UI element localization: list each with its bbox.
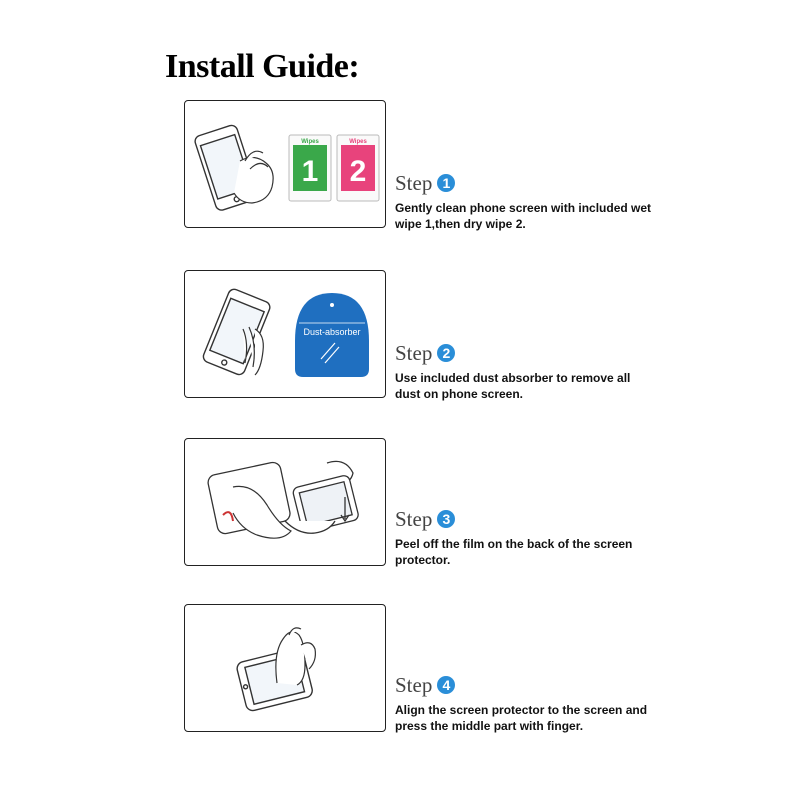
dust-absorber-label: Dust-absorber [303,327,361,337]
step-2-word: Step [395,340,433,365]
step-3-illustration [184,438,386,566]
step-1-description: Gently clean phone screen with included wet wipe 1,then dry wipe 2. [395,201,652,231]
step-1-number: 1 [437,174,455,192]
phone-in-hand-icon [285,461,359,533]
step-2-illustration [184,270,386,398]
step-3-number: 3 [437,510,455,528]
step-4-word: Step [395,672,433,697]
wipe-1-number: 1 [301,155,319,188]
step-1-text [395,170,655,232]
step-1-illustration [184,100,386,228]
wipe-packet-2-icon [337,135,379,201]
page-title: Install Guide: [165,48,360,85]
step-2-text [395,340,655,402]
step-4-number: 4 [437,676,455,694]
step-1-word: Step [395,170,433,195]
dust-absorber-sticker-icon [295,293,369,377]
step-3-description: Peel off the film on the back of the screen protector. [395,537,633,567]
step-2-number: 2 [437,344,455,362]
step-4-description: Align the screen protector to the screen and press the middle part with finger. [395,703,648,733]
wipe-2-label: Wipes [349,139,367,145]
wipe-1-label: Wipes [301,139,319,145]
step-3-text [395,506,655,568]
step-3-word: Step [395,506,433,531]
step-4-illustration [184,604,386,732]
wipe-packet-1-icon [289,135,331,201]
step-4-text [395,672,655,734]
step-2-description: Use included dust absorber to remove all dust on phone screen. [395,371,631,401]
wipe-2-number: 2 [349,155,367,188]
